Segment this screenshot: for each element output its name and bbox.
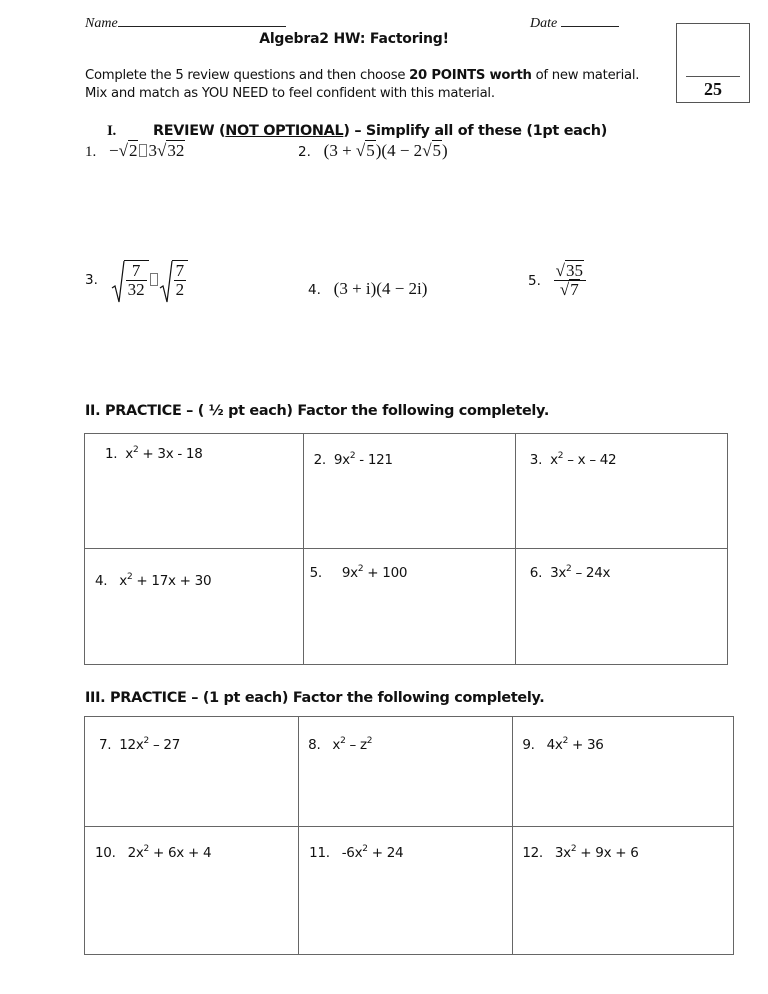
problem-cell[interactable] (515, 434, 727, 549)
radicand: 32 (167, 141, 185, 160)
section-2-heading: II. PRACTICE – ( ½ pt each) Factor the following completely. (85, 403, 549, 419)
missing-glyph-icon (139, 144, 147, 157)
problem-expr: 9x (333, 452, 350, 468)
score-box[interactable] (676, 23, 750, 103)
problem-cell[interactable] (303, 434, 515, 549)
exponent: 2 (366, 736, 373, 746)
radicand: 5 (366, 141, 375, 160)
date-field[interactable] (530, 14, 619, 32)
radical (111, 260, 149, 299)
problem-expr: + 6x + 4 (148, 845, 212, 861)
problem-expr: -6x (341, 845, 363, 861)
problem-cell[interactable] (515, 549, 727, 665)
radicand: 5 (432, 141, 442, 160)
date-label: Date (530, 16, 558, 31)
question-expression: (3 + i)(4 − 2i) (333, 279, 428, 298)
question-label: 1. (85, 144, 97, 160)
numerator: √35 (554, 262, 586, 281)
radical: √5 (422, 141, 442, 160)
exponent: 2 (143, 736, 149, 746)
instructions-text: of new material. (531, 68, 640, 83)
instructions-text: Complete the 5 review questions and then choose (85, 68, 410, 83)
problem-expr: + 24 (367, 845, 404, 861)
problem-cell[interactable] (85, 827, 299, 955)
exponent: 2 (557, 451, 564, 461)
radical: √2 (118, 141, 138, 160)
problem-expr: x (119, 573, 127, 589)
numerator: 7 (175, 261, 185, 280)
problem-expr: - 121 (355, 452, 393, 468)
question-label: 3. (85, 271, 98, 288)
problem-expr: 3x (554, 845, 571, 861)
problem-cell[interactable] (299, 717, 513, 827)
heading-underlined: NOT OPTIONAL (225, 123, 344, 139)
minus-sign: − (109, 141, 119, 160)
problem-cell[interactable] (513, 717, 734, 827)
question-expression (324, 141, 448, 160)
radicand: 35 (566, 261, 584, 280)
problem-cell[interactable] (299, 827, 513, 955)
problem-expr: x (332, 737, 341, 753)
problem-8 (299, 717, 512, 753)
problem-label: 2. (313, 452, 326, 468)
review-question-4 (308, 279, 427, 299)
problem-expr: 9x (341, 565, 358, 581)
problem-12 (513, 827, 733, 861)
problem-expr: 12x (119, 737, 144, 753)
exponent: 2 (357, 564, 364, 574)
radical (159, 260, 189, 299)
problem-5 (304, 549, 515, 581)
question-label: 2. (298, 144, 311, 160)
practice-table-2 (84, 716, 734, 955)
problem-expr: – x – 42 (563, 452, 617, 468)
problem-label: 1. (105, 446, 118, 462)
problem-cell[interactable] (303, 549, 515, 665)
question-label: 5. (528, 272, 541, 289)
exponent: 2 (126, 572, 133, 582)
problem-label: 9. (522, 737, 535, 753)
exponent: 2 (143, 844, 149, 854)
problem-2 (304, 434, 515, 468)
review-question-3 (85, 260, 188, 299)
problem-label: 12. (522, 845, 543, 861)
problem-expr: + 100 (363, 565, 408, 581)
problem-6 (516, 549, 727, 581)
exponent: 2 (132, 445, 139, 455)
expr-part: (3 + (323, 141, 356, 160)
problem-4 (85, 549, 303, 589)
problem-cell[interactable] (85, 549, 304, 665)
question-label: 4. (308, 282, 321, 298)
problem-label: 11. (309, 845, 330, 861)
problem-3 (516, 434, 727, 468)
section-1-heading (107, 123, 607, 140)
problem-expr: + 3x - 18 (138, 446, 203, 462)
problem-label: 10. (95, 845, 116, 861)
exponent: 2 (562, 736, 568, 746)
radical: √32 (156, 141, 185, 160)
review-question-1 (85, 141, 185, 161)
coefficient: 3 (148, 141, 157, 160)
heading-text: ) – Simplify all of these (1pt each) (343, 123, 608, 139)
exponent: 2 (566, 564, 572, 574)
problem-11 (299, 827, 512, 861)
page-title-text: Algebra2 HW: Factoring! (259, 31, 449, 47)
problem-expr: 2x (127, 845, 144, 861)
numerator: 7 (126, 262, 147, 281)
problem-expr: – 24x (571, 565, 611, 581)
review-question-2 (298, 141, 448, 161)
exponent: 2 (570, 844, 577, 854)
practice-table-1 (84, 433, 728, 665)
question-expression (111, 260, 189, 299)
denominator: 32 (127, 280, 145, 299)
radicand: 7 (570, 280, 579, 299)
exponent: 2 (349, 451, 356, 461)
problem-expr: x (125, 446, 133, 462)
problem-expr: + 36 (568, 737, 604, 753)
name-blank-line[interactable] (118, 14, 286, 27)
problem-label: 6. (529, 565, 543, 581)
radicand: 2 (128, 141, 138, 160)
heading-text: REVIEW ( (153, 123, 226, 139)
problem-label: 8. (308, 737, 321, 753)
instructions-text: Mix and match as YOU NEED to feel confident with this material. (85, 86, 495, 101)
page-title (0, 31, 768, 47)
exponent: 2 (340, 736, 346, 746)
score-total: 25 (704, 79, 722, 99)
problem-7 (85, 717, 298, 753)
problem-cell[interactable] (85, 717, 299, 827)
problem-label: 5. (309, 565, 322, 581)
section-numeral: I. (107, 123, 116, 139)
problem-expr: + 17x + 30 (132, 573, 212, 589)
denominator: √7 (559, 280, 579, 299)
problem-expr: – z (345, 737, 367, 753)
problem-10 (85, 827, 298, 861)
problem-expr: x (550, 452, 558, 468)
problem-cell[interactable] (513, 827, 734, 955)
problem-label: 3. (529, 452, 543, 468)
expr-part: )(4 − 2 (375, 141, 423, 160)
expr-part: ) (442, 141, 448, 160)
denominator: 2 (175, 280, 185, 299)
problem-cell[interactable] (85, 434, 304, 549)
section-3-heading: III. PRACTICE – (1 pt each) Factor the following completely. (85, 690, 545, 706)
exponent: 2 (362, 844, 368, 854)
problem-expr: 4x (546, 737, 563, 753)
problem-expr: + 9x + 6 (576, 845, 639, 861)
question-expression (554, 262, 586, 299)
problem-label: 4. (95, 573, 108, 589)
problem-1 (85, 434, 303, 462)
instructions-emphasis: 20 POINTS worth (409, 68, 532, 83)
review-question-5 (528, 262, 586, 299)
problem-9 (513, 717, 733, 753)
name-label: Name (85, 16, 118, 31)
missing-glyph-icon (150, 273, 158, 286)
problem-label: 7. (99, 737, 112, 753)
radical: √5 (355, 141, 375, 160)
score-blank-line (686, 76, 740, 77)
problem-expr: – 27 (148, 737, 180, 753)
problem-expr: 3x (550, 565, 567, 581)
name-field[interactable] (85, 14, 286, 32)
instructions (85, 67, 675, 103)
question-expression (109, 141, 185, 160)
date-blank-line[interactable] (561, 14, 619, 27)
